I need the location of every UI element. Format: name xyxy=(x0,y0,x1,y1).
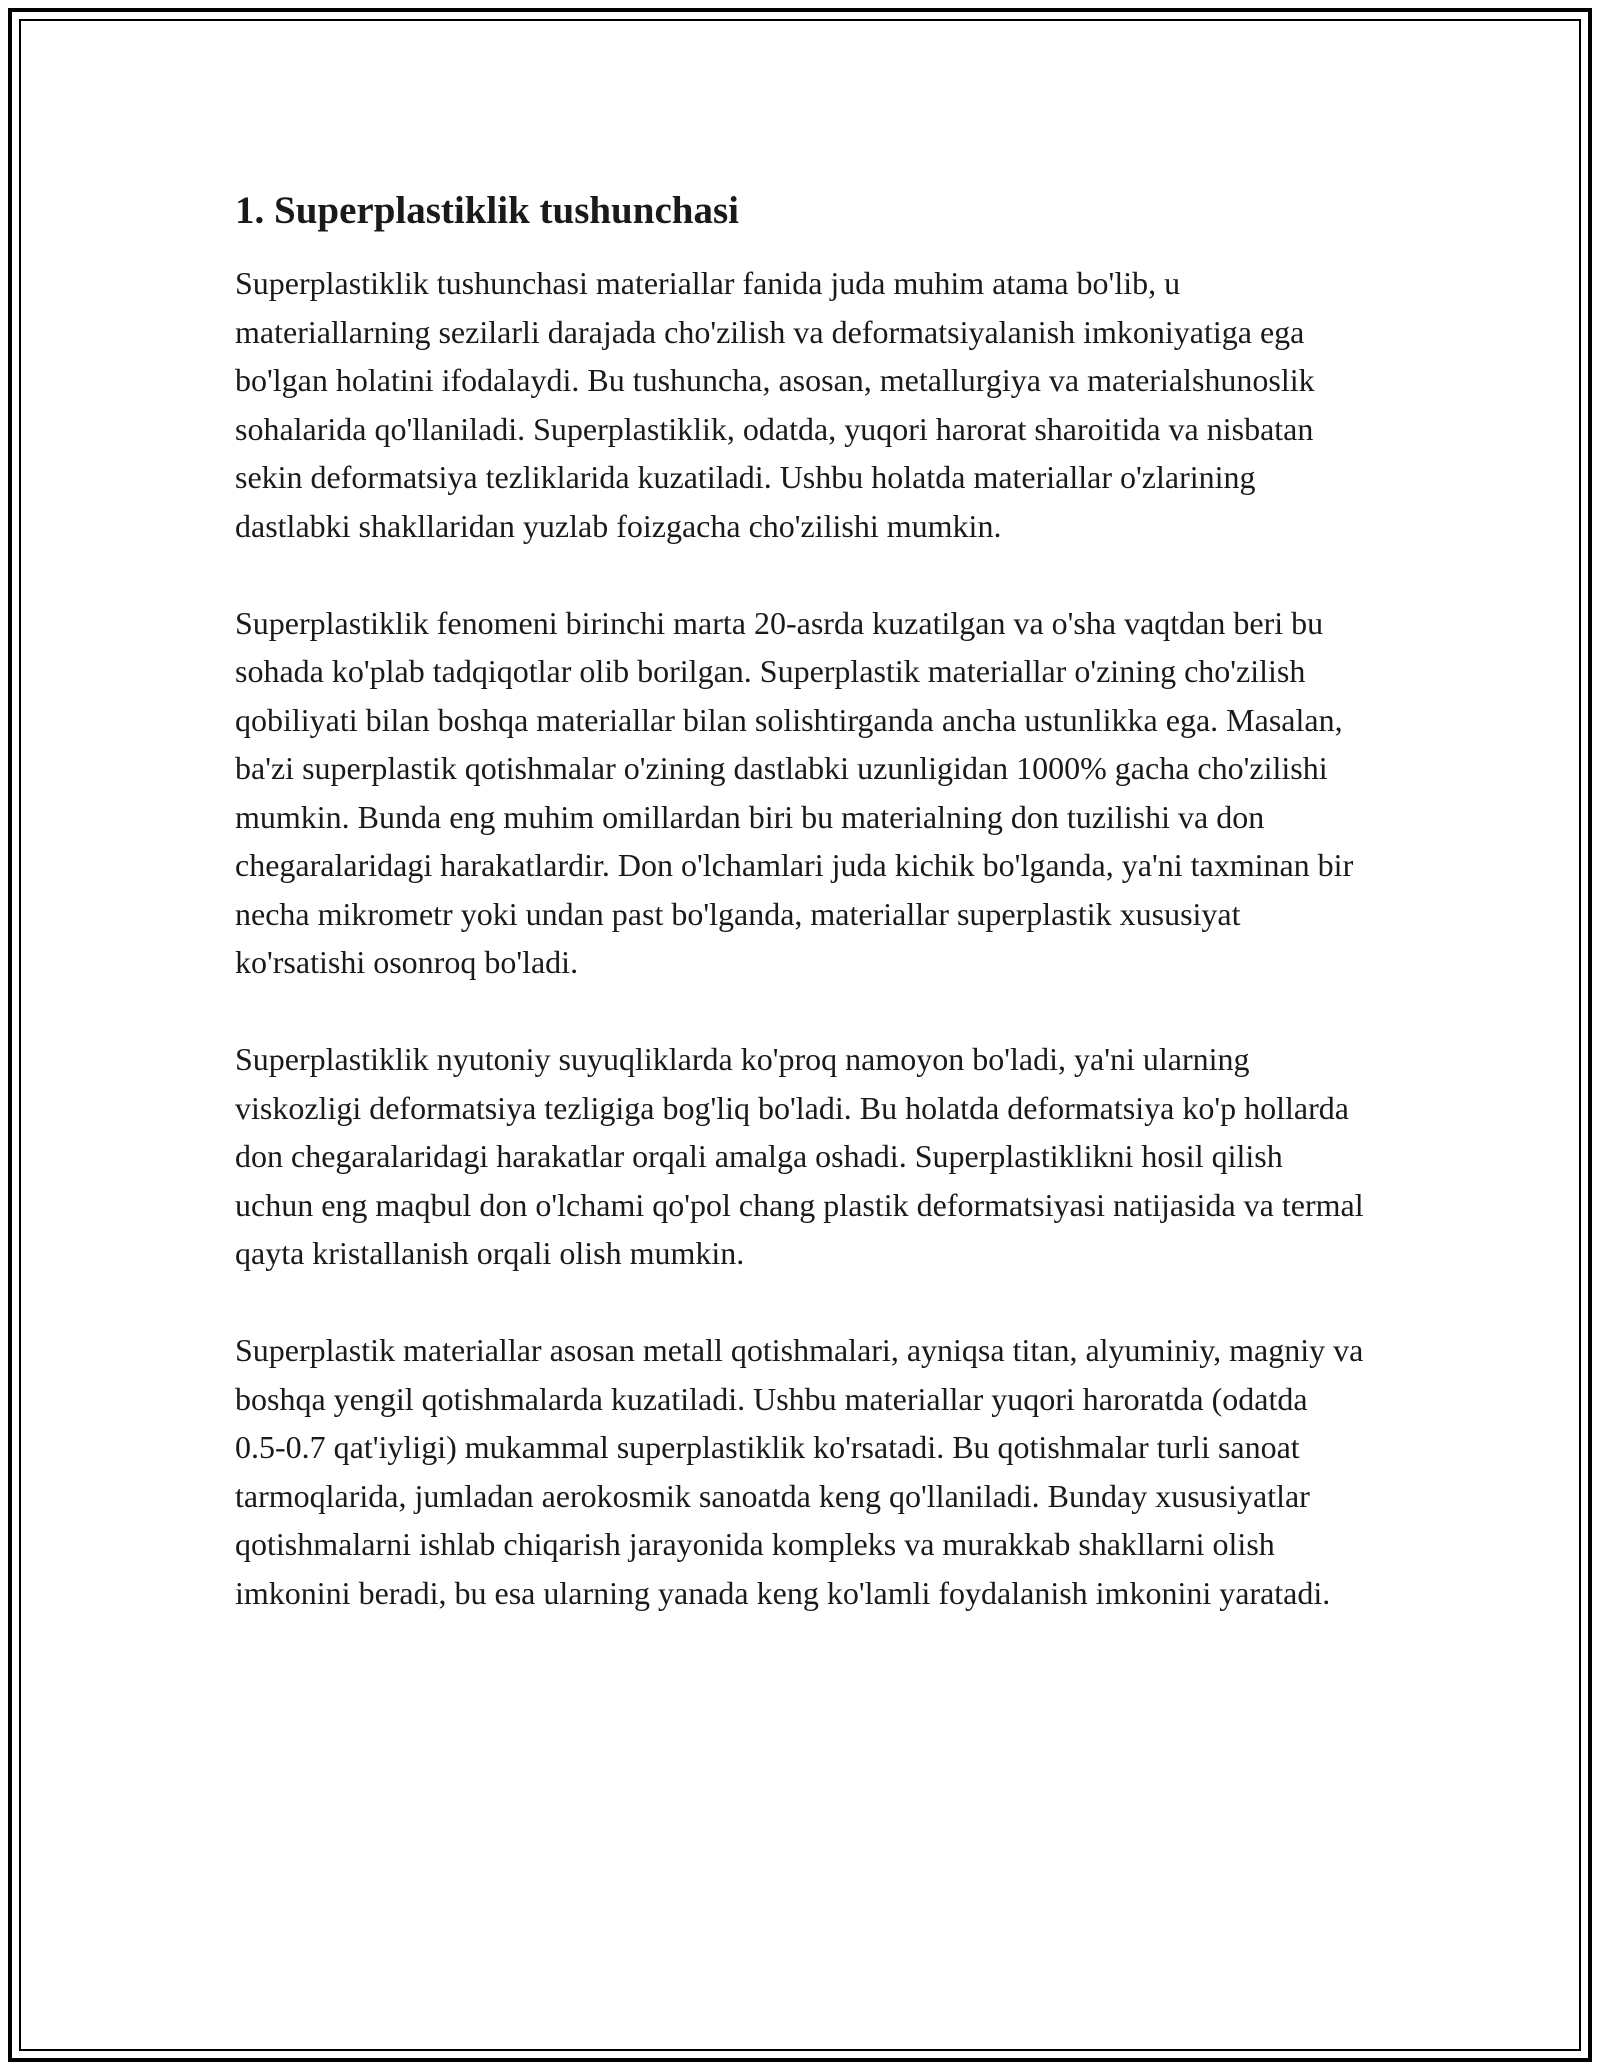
document-body xyxy=(235,185,1365,1666)
paragraph-2: Superplastiklik fenomeni birinchi marta 20-asrda kuzatilgan va o'sha vaqtdan beri bu sohada ko'plab tadqiqotlar olib borilgan. Superplastik materiallar o'zining cho'zilish qobiliyati bilan boshqa materiallar bilan solishtirganda ancha ustunlikka ega. Masalan, ba'zi superplastik qotishmalar o'zining dastlabki uzunligidan 1000% gacha cho'zilishi mumkin. Bunda eng muhim omillardan biri bu materialning don tuzilishi va don chegaralaridagi harakatlardir. Don o'lchamlari juda kichik bo'lganda, ya'ni taxminan bir necha mikrometr yoki undan past bo'lganda, materiallar superplastik xususiyat ko'rsatishi osonroq bo'ladi. xyxy=(235,604,1354,980)
section-title: 1. Superplastiklik tushunchasi xyxy=(235,189,739,232)
paragraph-1: Superplastiklik tushunchasi materiallar fanida juda muhim atama bo'lib, u materiallarning sezilarli darajada cho'zilish va deformatsiyalanish imkoniyatiga ega bo'lgan holatini ifodalaydi. Bu tushuncha, asosan, metallurgiya va materialshunoslik sohalarida qo'llaniladi. Superplastiklik, odatda, yuqori harorat sharoitida va nisbatan sekin deformatsiya tezliklarida kuzatiladi. Ushbu holatda materiallar o'zlarining dastlabki shakllaridan yuzlab foizgacha cho'zilishi mumkin. xyxy=(235,265,1315,544)
paragraph-4: Superplastik materiallar asosan metall qotishmalari, ayniqsa titan, alyuminiy, magniy va boshqa yengil qotishmalarda kuzatiladi. Ushbu materiallar yuqori haroratda (odatda 0.5-0.7 qat'iyligi) mukammal superplastiklik ko'rsatadi. Bu qotishmalar turli sanoat tarmoqlarida, jumladan aerokosmik sanoatda keng qo'llaniladi. Bunday xususiyatlar qotishmalarni ishlab chiqarish jarayonida kompleks va murakkab shakllarni olish imkonini beradi, bu esa ularning yanada keng ko'lamli foydalanish imkonini yaratadi. xyxy=(235,1332,1364,1611)
paragraph-3: Superplastiklik nyutoniy suyuqliklarda ko'proq namoyon bo'ladi, ya'ni ularning viskozligi deformatsiya tezligiga bog'liq bo'ladi. Bu holatda deformatsiya ko'p hollarda don chegaralaridagi harakatlar orqali amalga oshadi. Superplastiklikni hosil qilish uchun eng maqbul don o'lchami qo'pol chang plastik deformatsiyasi natijasida va termal qayta kristallanish orqali olish mumkin. xyxy=(235,1041,1364,1271)
